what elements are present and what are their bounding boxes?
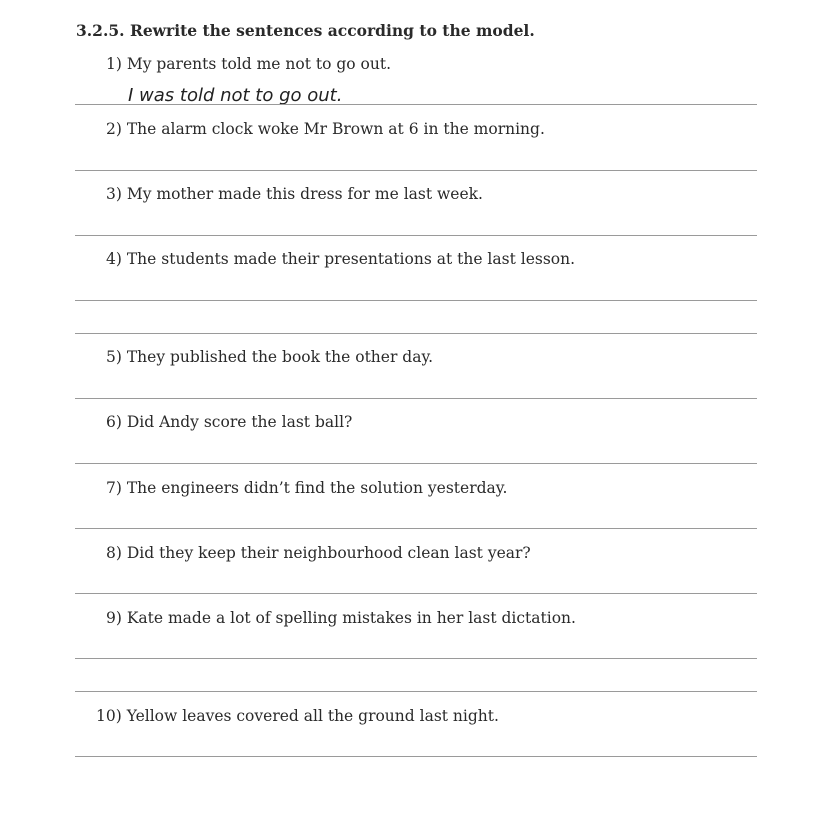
- answer-line: [75, 691, 757, 692]
- answer-line: [75, 104, 757, 105]
- sentence-5: 5) They published the book the other day.: [106, 348, 434, 366]
- sentence-10: 10) Yellow leaves covered all the ground last night.: [96, 707, 499, 725]
- sentence-7: 7) The engineers didn’t find the solution yesterday.: [106, 479, 508, 497]
- answer-line: [75, 756, 757, 757]
- handwritten-answer-1: I was told not to go out.: [128, 85, 343, 106]
- answer-line: [75, 528, 757, 529]
- sentence-1: 1) My parents told me not to go out.: [106, 55, 392, 73]
- answer-line: [75, 658, 757, 659]
- sentence-4: 4) The students made their presentations at the last lesson.: [106, 250, 576, 268]
- answer-line: [75, 593, 757, 594]
- answer-line: [75, 170, 757, 171]
- answer-line: [75, 463, 757, 464]
- answer-line: [75, 398, 757, 399]
- answer-line: [75, 235, 757, 236]
- sentence-2: 2) The alarm clock woke Mr Brown at 6 in the morning.: [106, 120, 545, 138]
- answer-line: [75, 333, 757, 334]
- answer-line: [75, 300, 757, 301]
- sentence-6: 6) Did Andy score the last ball?: [106, 413, 353, 431]
- sentence-9: 9) Kate made a lot of spelling mistakes in her last dictation.: [106, 609, 576, 627]
- sentence-8: 8) Did they keep their neighbourhood clean last year?: [106, 544, 531, 562]
- sentence-3: 3) My mother made this dress for me last week.: [106, 185, 483, 203]
- exercise-title: 3.2.5. Rewrite the sentences according to the model.: [76, 21, 535, 40]
